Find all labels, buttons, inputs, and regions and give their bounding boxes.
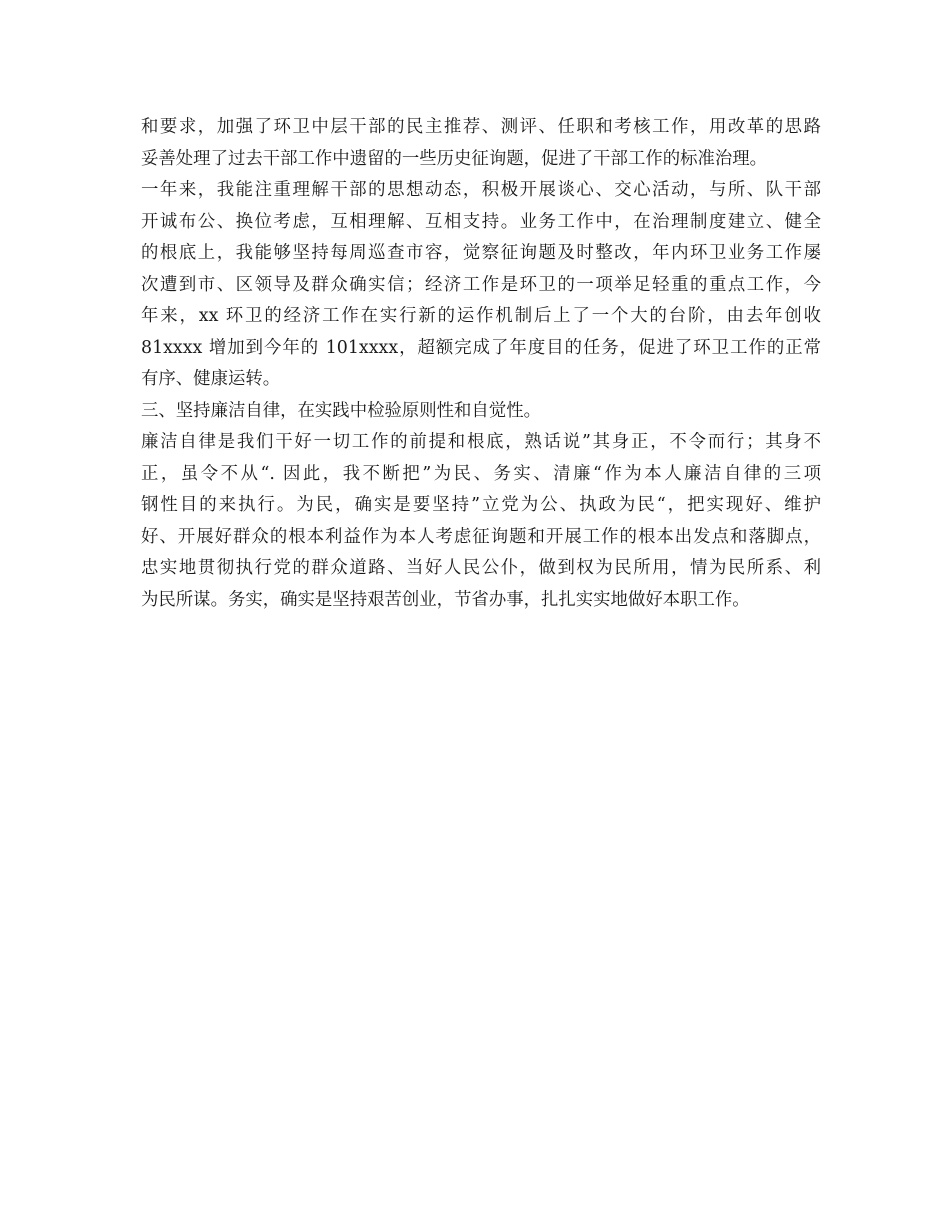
text-line: 年来，xx 环卫的经济工作在实行新的运作机制后上了一个大的台阶，由去年创收 — [141, 306, 821, 326]
text-line: 正，虽令不从“. 因此，我不断把”为民、务实、清廉“作为本人廉洁自律的三项 — [141, 463, 821, 484]
text-line: 和要求，加强了环卫中层干部的民主推荐、测评、任职和考核工作，用改革的思路 — [141, 117, 821, 137]
text-line: 妥善处理了过去干部工作中遗留的一些历史征询题，促进了干部工作的标准治理。 — [141, 148, 768, 169]
text-line: 廉洁自律是我们干好一切工作的前提和根底，熟话说”其身正，不令而行；其身不 — [141, 432, 821, 452]
text-line: 为民所谋。务实，确实是坚持艰苦创业，节省办事，扎扎实实地做好本职工作。 — [141, 589, 750, 610]
text-line: 钢性目的来执行。为民，确实是要坚持”立党为公、执政为民“，把实现好、维护 — [141, 495, 821, 515]
section-heading: 三、坚持廉洁自律，在实践中检验原则性和自觉性。 — [141, 400, 541, 421]
text-line: 忠实地贯彻执行党的群众道路、当好人民公仆，做到权为民所用，情为民所系、利 — [141, 558, 821, 578]
body-text — [141, 112, 821, 616]
text-line: 好、开展好群众的根本利益作为本人考虑征询题和开展工作的根本出发点和落脚点， — [141, 526, 821, 547]
text-line: 的根底上，我能够坚持每周巡查市容，觉察征询题及时整改，年内环卫业务工作屡 — [141, 243, 821, 263]
text-line: 开诚布公、换位考虑，互相理解、互相支持。业务工作中，在治理制度建立、健全 — [141, 211, 821, 232]
text-line: 有序、健康运转。 — [141, 369, 281, 389]
text-line: 81xxxx 增加到今年的 101xxxx，超额完成了年度目的任务，促进了环卫工作的正常 — [141, 337, 821, 358]
text-line: 次遭到市、区领导及群众确实信；经济工作是环卫的一项举足轻重的重点工作，今 — [141, 274, 821, 295]
text-line: 一年来，我能注重理解干部的思想动态，积极开展谈心、交心活动，与所、队干部 — [141, 180, 821, 200]
